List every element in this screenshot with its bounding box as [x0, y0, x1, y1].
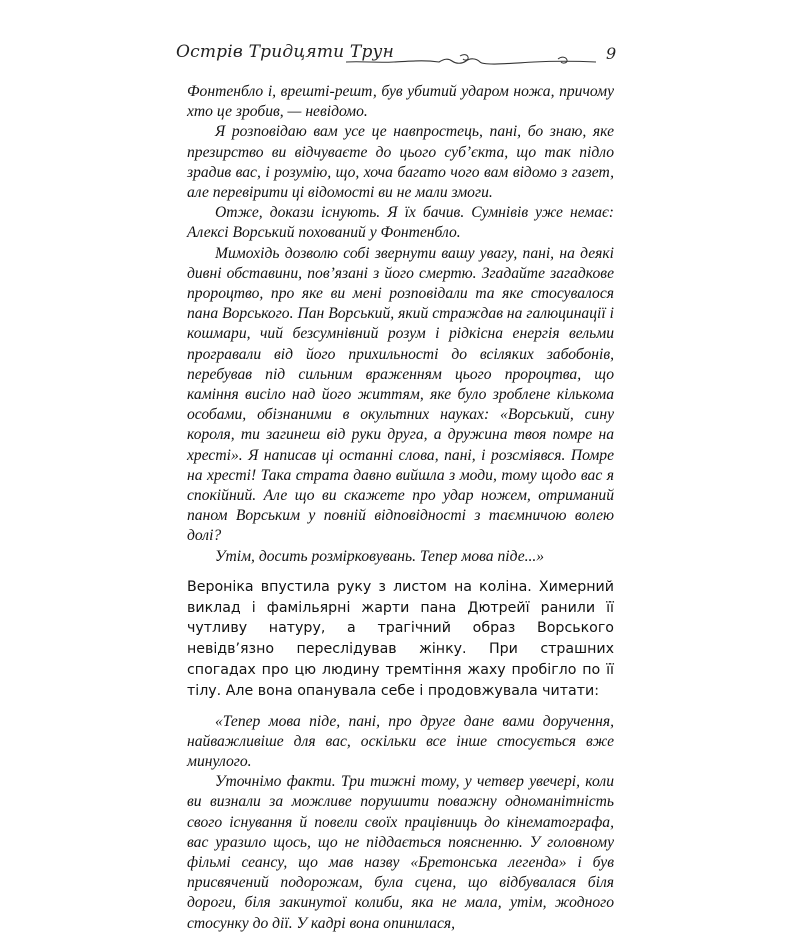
paragraph-1: Фонтенбло і, врешті-решт, був убитий ударом ножа, причому хто це зробив, — невідомо. — [187, 83, 614, 121]
section-spacer — [187, 702, 614, 712]
paragraph-6: Вероніка впустила руку з листом на коліна. Химерний виклад і фамільярні жарти пана Дютрейї ранили її чутливу натуру, а трагічний образ Ворського невідв’язно переслідував жінку. При страшних спогадах про цю людину тремтіння жаху пробігло по її тілу. Але вона опанувала себе і продовжувала читати: — [187, 578, 614, 699]
header-flourish-ornament — [344, 50, 604, 70]
paragraph-4: Мимохідь дозволю собі звернути вашу увагу, пані, на деякі дивні обставини, пов’язані з його смертю. Згадайте загадкове пророцтво, про яке ви мені розповідали та яке стосувалося пана Ворського. Пан Ворський, який страждав на галюцинації і кошмари, чий безсумнівний розум і рідкісна енергія вельми програвали від його прихильності до всіляких забобонів, перебував під сильним враженням цього пророцтва, що каміння висіло над його життям, яке було зроблене кількома особами, обізнаними в окультних науках: «Ворський, сину короля, ти загинеш від руки друга, а дружина твоя помре на хресті». Я написав ці останні слова, пані, і розсміявся. Помре на хресті! Така страта давно вийшла з моди, тому щодо вас я спокійний. Але що ви скажете про удар ножем, отриманий паном Ворським у повній відповідності з таємничою волею долі? — [187, 244, 614, 545]
paragraph-5: Утім, досить розмірковувань. Тепер мова піде...» — [215, 547, 545, 565]
paragraph-7: «Тепер мова піде, пані, про друге дане вами доручення, найважливіше для вас, оскільки все інше стосується вже минулого. — [187, 712, 614, 771]
paragraph-3: Отже, докази існують. Я їх бачив. Сумнівів уже немає: Алексі Ворський похований у Фонтенбло. — [187, 204, 614, 242]
page-header — [176, 42, 616, 76]
section-spacer — [187, 567, 614, 577]
paragraph-2: Я розповідаю вам усе це навпростець, пані, бо знаю, яке презирство ви відчуваєте до цього суб’єкта, що так підло зрадив вас, і розумію, що, хоча багато чого вам відомо з газет, але перевірити ці відомості ви не мали змоги. — [187, 123, 614, 202]
body-text — [187, 82, 614, 934]
paragraph-8: Уточнімо факти. Три тижні тому, у четвер увечері, коли ви визнали за можливе порушити поважну одноманітність свого існування й повели своїх працівниць до кінематографа, вас уразило щось, що не піддається поясненню. У головному фільмі сеансу, що мав назву «Бретонська легенда» і був присвячений подорожам, була сцена, що відбувалася біля дороги, біля закинутої колиби, яка не мала, утім, жодного стосунку до дії. У кадрі вона опинилася, — [187, 773, 614, 932]
running-title: Острів Тридцяти Трун — [176, 42, 395, 62]
page-number: 9 — [606, 44, 617, 63]
